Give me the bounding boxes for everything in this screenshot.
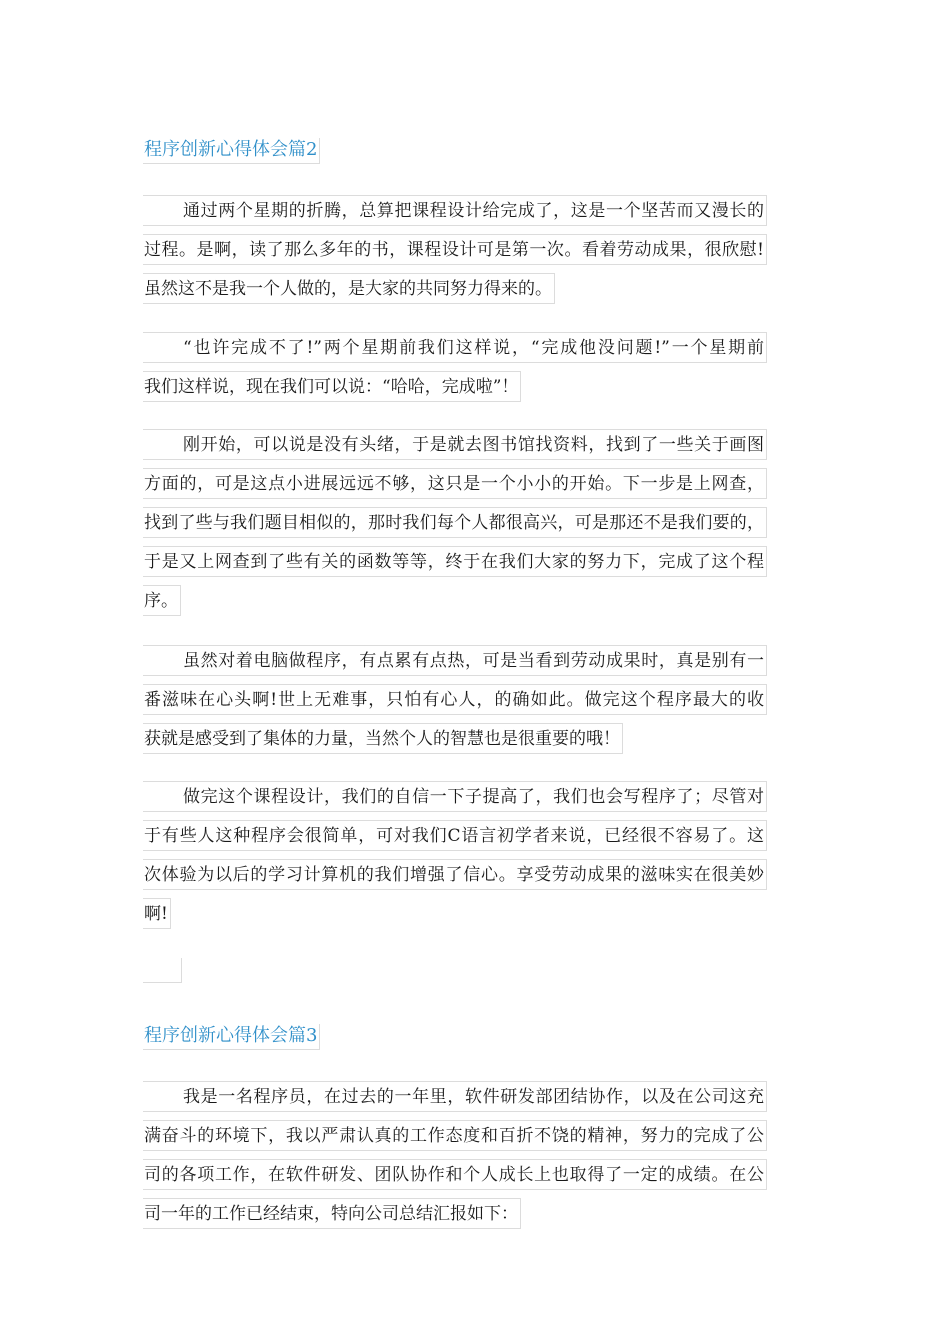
paragraph-line: 我是一名程序员，在过去的一年里，软件研发部团结协作，以及在公司这充: [143, 1081, 767, 1112]
paragraph-line: “也许完成不了!”两个星期前我们这样说，“完成他没问题!”一个星期前: [143, 332, 767, 363]
paragraph-line: 虽然对着电脑做程序，有点累有点热，可是当看到劳动成果时，真是别有一: [143, 645, 767, 676]
empty-line-box: [143, 958, 182, 983]
paragraph-line: 虽然这不是我一个人做的，是大家的共同努力得来的。: [143, 273, 555, 304]
paragraph-line: 番滋味在心头啊!世上无难事，只怕有心人，的确如此。做完这个程序最大的收: [143, 684, 767, 715]
paragraph-line: 序。: [143, 585, 181, 616]
paragraph-line: 司的各项工作，在软件研发、团队协作和个人成长上也取得了一定的成绩。在公: [143, 1159, 767, 1190]
paragraph-line: 获就是感受到了集体的力量，当然个人的智慧也是很重要的哦！: [143, 723, 623, 754]
paragraph-line: 找到了些与我们题目相似的，那时我们每个人都很高兴，可是那还不是我们要的，: [143, 507, 767, 538]
paragraph-line: 于是又上网查到了些有关的函数等等，终于在我们大家的努力下，完成了这个程: [143, 546, 767, 577]
paragraph-line: 通过两个星期的折腾，总算把课程设计给完成了，这是一个坚苦而又漫长的: [143, 195, 767, 226]
paragraph-line: 次体验为以后的学习计算机的我们增强了信心。享受劳动成果的滋味实在很美妙: [143, 859, 767, 890]
paragraph-line: 我们这样说，现在我们可以说：“哈哈，完成啦”！: [143, 371, 521, 402]
section-heading-3: 程序创新心得体会篇3: [143, 1024, 320, 1050]
section-heading-2: 程序创新心得体会篇2: [143, 138, 320, 164]
paragraph-line: 方面的，可是这点小进展远远不够，这只是一个小小的开始。下一步是上网查，: [143, 468, 767, 499]
paragraph-line: 满奋斗的环境下，我以严肃认真的工作态度和百折不饶的精神，努力的完成了公: [143, 1120, 767, 1151]
paragraph-line: 啊!: [143, 898, 171, 929]
paragraph-line: 过程。是啊，读了那么多年的书，课程设计可是第一次。看着劳动成果，很欣慰!: [143, 234, 767, 265]
paragraph-line: 刚开始，可以说是没有头绪，于是就去图书馆找资料，找到了一些关于画图: [143, 429, 767, 460]
paragraph-line: 做完这个课程设计，我们的自信一下子提高了，我们也会写程序了；尽管对: [143, 781, 767, 812]
paragraph-line: 于有些人这种程序会很简单，可对我们C语言初学者来说，已经很不容易了。这: [143, 820, 767, 851]
paragraph-line: 司一年的工作已经结束，特向公司总结汇报如下：: [143, 1198, 521, 1229]
